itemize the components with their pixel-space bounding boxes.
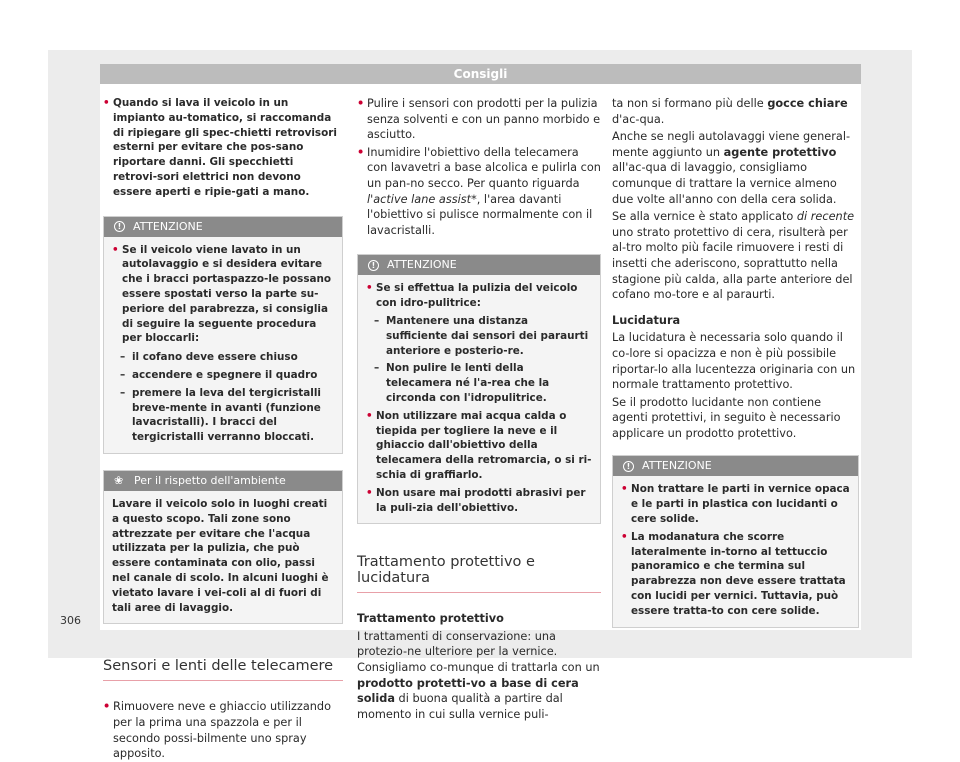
warning-box-3 — [612, 455, 859, 627]
warning-box-header — [613, 456, 858, 476]
warning-bullet: • Non trattare le parti in vernice opaca e le parti in plastica con lucidanti o cere solide. — [621, 482, 850, 526]
text-span: I trattamenti di conservazione: una protezio-ne ulteriore per la vernice. Consigliamo co-munque di trattarla con un — [357, 629, 600, 675]
warning-dash-item: – accendere e spegnere il quadro — [112, 368, 334, 383]
warning-title: ATTENZIONE — [387, 258, 457, 272]
warning-icon: ! — [623, 461, 634, 472]
warning-dash-item: – Non pulire le lenti della telecamera né l'a-rea che la circonda con l'idropulitrice. — [366, 361, 592, 405]
warning-box-body — [613, 476, 858, 626]
environment-box-body — [104, 491, 342, 623]
paragraph-5: Se il prodotto lucidante non contiene agenti protettivi, in seguito è necessario applicare un prodotto protettivo. — [612, 395, 841, 440]
column-1 — [103, 96, 343, 762]
text-span: d'ac-qua. — [612, 112, 665, 126]
paragraph-2 — [612, 129, 859, 207]
section-title-trattamento: Trattamento protettivo e lucidatura — [357, 554, 601, 593]
warning-box-header — [358, 255, 600, 275]
bold-span: gocce chiare — [767, 97, 848, 110]
warning-title: ATTENZIONE — [642, 459, 712, 473]
warning-icon: ! — [368, 260, 379, 271]
warning-box-body — [358, 275, 600, 523]
section-title-sensori: Sensori e lenti delle telecamere — [103, 658, 343, 681]
warning-box-body — [104, 237, 342, 453]
column-3 — [612, 96, 859, 628]
warning-bullet: • Se si effettua la pulizia del veicolo con idro-pulitrice: — [366, 281, 592, 311]
text-span: Anche se negli autolavaggi viene general-mente aggiunto un — [612, 130, 851, 159]
text-span: all'ac-qua di lavaggio, consigliamo comunque di trattare la vernice almeno due volte all'anno con della cera solida. — [612, 161, 837, 206]
italic-span: di recente — [796, 210, 855, 224]
environment-box — [103, 470, 343, 624]
text-span: ta non si formano più delle — [612, 97, 768, 110]
warning-box-2 — [357, 254, 601, 524]
warning-icon: ! — [114, 221, 125, 232]
warning-bullet: • La modanatura che scorre lateralmente in-torno al tettuccio panoramico e che termina sul parabrezza non deve essere trattata con lucidi per vernici. Tuttavia, può essere tratta-to con cere solide. — [621, 530, 850, 619]
warning-bullet: • Se il veicolo viene lavato in un autolavaggio e si desidera evitare che i bracci portaspazzo-le possano essere spostati verso la parte su-periore del parabrezza, si consiglia di seguire la seguente procedura per bloccarli: — [112, 243, 334, 347]
bold-span: agente protettivo — [723, 145, 837, 159]
italic-span: l'active lane assist — [367, 192, 472, 206]
paragraph-3 — [612, 209, 859, 303]
warning-dash-item: – il cofano deve essere chiuso — [112, 350, 334, 365]
paragraph-1 — [612, 96, 859, 127]
page-number: 306 — [60, 614, 81, 627]
warning-box-1 — [103, 216, 343, 454]
text-span: Inumidire l'obiettivo della telecamera con lavavetri a base alcolica e pulirla con un pan-no secco. Per quanto riguarda — [367, 145, 601, 190]
warning-dash-item: – Mantenere una distanza sufficiente dai sensori dei paraurti anteriore e posterio-re. — [366, 314, 592, 358]
trattamento-paragraph — [357, 629, 601, 723]
environment-box-header — [104, 471, 342, 491]
sensor-bullet: • Rimuovere neve e ghiaccio utilizzando per la prima una spazzola e per il secondo possi-bilmente uno spray apposito. — [103, 699, 343, 761]
paragraph-4: La lucidatura è necessaria solo quando il co-lore si opacizza e non è più possibile riportar-lo alla lucentezza originaria con un normale trattamento protettivo. — [612, 331, 856, 392]
subhead-lucidatura: Lucidatura — [612, 313, 681, 327]
warning-bullet: • Non utilizzare mai acqua calda o tiepida per togliere la neve e il ghiaccio dall'obiettivo della telecamera della retromarcia, o si ri-schia di graffiarlo. — [366, 409, 592, 483]
subhead-trattamento: Trattamento protettivo — [357, 612, 504, 626]
sensor-clean-bullet: • Pulire i sensori con prodotti per la pulizia senza solventi e con un panno morbido e asciutto. — [357, 96, 601, 143]
text-span: uno strato protettivo di cera, risulterà per al-tro molto più facile rimuovere i resti di insetti che aderiscono, soprattutto nella stagione più calda, alla parte anteriore del cofano mo-tore e al paraurti. — [612, 225, 853, 302]
text-span: Se alla vernice è stato applicato — [612, 210, 797, 224]
camera-clean-bullet — [357, 145, 601, 239]
text-span: di buona qualità a partire dal momento in cui sulla vernice puli- — [357, 692, 563, 721]
warning-box-header — [104, 217, 342, 237]
warning-dash-item: – premere la leva del tergicristalli breve-mente in avanti (funzione lavacristalli). I bracci del tergicristalli verranno bloccati. — [112, 386, 334, 445]
warning-title: ATTENZIONE — [133, 219, 203, 233]
leaf-icon: ❀ — [114, 473, 124, 487]
warning-bullet: • Non usare mai prodotti abrasivi per la puli-zia dell'obiettivo. — [366, 486, 592, 516]
column-2 — [357, 96, 601, 722]
text-span: *, l'area davanti l'obiettivo si pulisce normalmente con il lavacristalli. — [367, 192, 593, 237]
environment-text: Lavare il veicolo solo in luoghi creati a questo scopo. Tali zone sono attrezzate per evitare che l'acqua utilizzata per la pulizia, che può essere contaminata con olio, passi nel canale di scolo. In alcuni luoghi è vietato lavare i vei-coli al di fuori di tali aree di lavaggio. — [112, 497, 329, 614]
environment-title: Per il rispetto dell'ambiente — [134, 473, 286, 487]
page-header: Consigli — [100, 64, 861, 84]
intro-bullet: • Quando si lava il veicolo in un impianto au-tomatico, si raccomanda di ripiegare gli spec-chietti retrovisori esterni per evitare che pos-sano riportare danni. Gli specchietti retrovi-sori elettrici non devono essere aperti e ripie-gati a mano. — [103, 96, 337, 200]
bold-span: prodotto protetti-vo a base di cera solida — [357, 676, 579, 706]
